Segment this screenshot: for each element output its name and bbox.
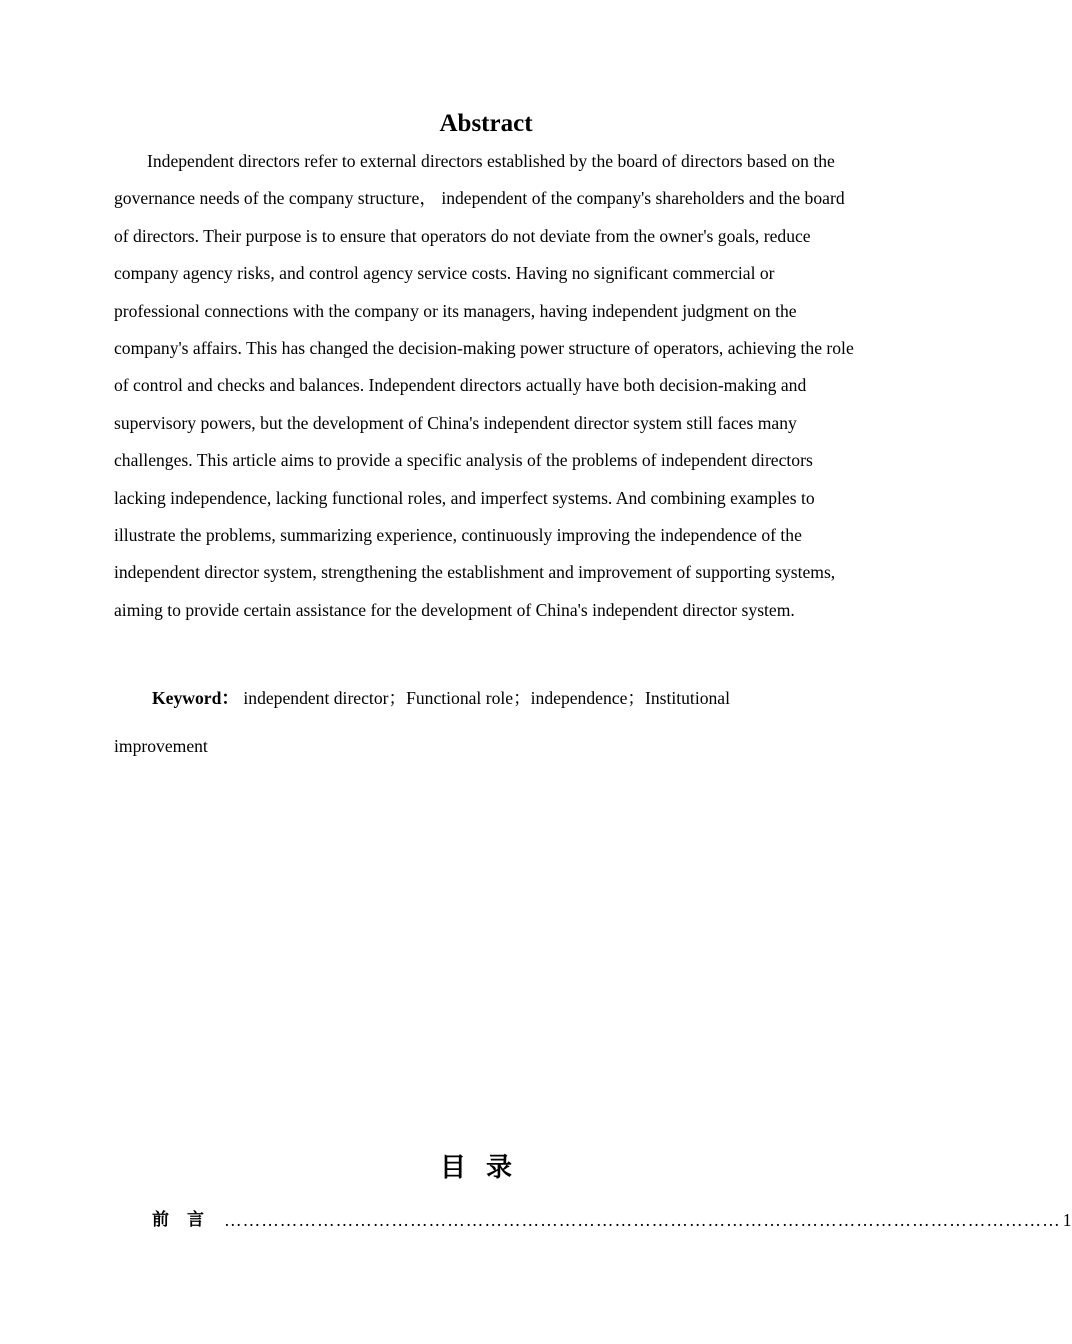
abstract-body: Independent directors refer to external directors established by the board of directors based on the governance needs of the company structure， independent of the company's shareholders and the board of directors. Their purpose is to ensure that operators do not deviate from the owner's goals, reduce company agency risks, and control agency service costs. Having no significant commercial or professional connections with the company or its managers, having independent judgment on the company's affairs. This has changed the decision-making power structure of operators, achieving the role of control and checks and balances. Independent directors actually have both decision-making and supervisory powers, but the development of China's independent director system still faces many challenges. This article aims to provide a specific analysis of the problems of independent directors lacking independence, lacking functional roles, and imperfect systems. And combining examples to illustrate the problems, summarizing experience, continuously improving the independence of the independent director system, strengthening the establishment and improvement of supporting systems, aiming to provide certain assistance for the development of China's independent director system. [114, 151, 854, 620]
keywords-text: independent director；Functional role；independence；Institutional [238, 688, 731, 708]
abstract-title: Abstract [439, 110, 533, 137]
toc-title: 目录 [439, 1153, 532, 1183]
toc-entry-label: 前言 [152, 1210, 222, 1230]
toc-leader-dots: ……………………………………………………………………………………………………………………… [224, 1210, 1061, 1230]
keywords-label: Keyword： [152, 688, 239, 708]
toc-entry[interactable] [152, 1204, 1072, 1234]
keywords-continuation: improvement [114, 736, 208, 756]
keywords-line [152, 683, 872, 713]
toc-entry-page: 1 [1062, 1210, 1072, 1230]
